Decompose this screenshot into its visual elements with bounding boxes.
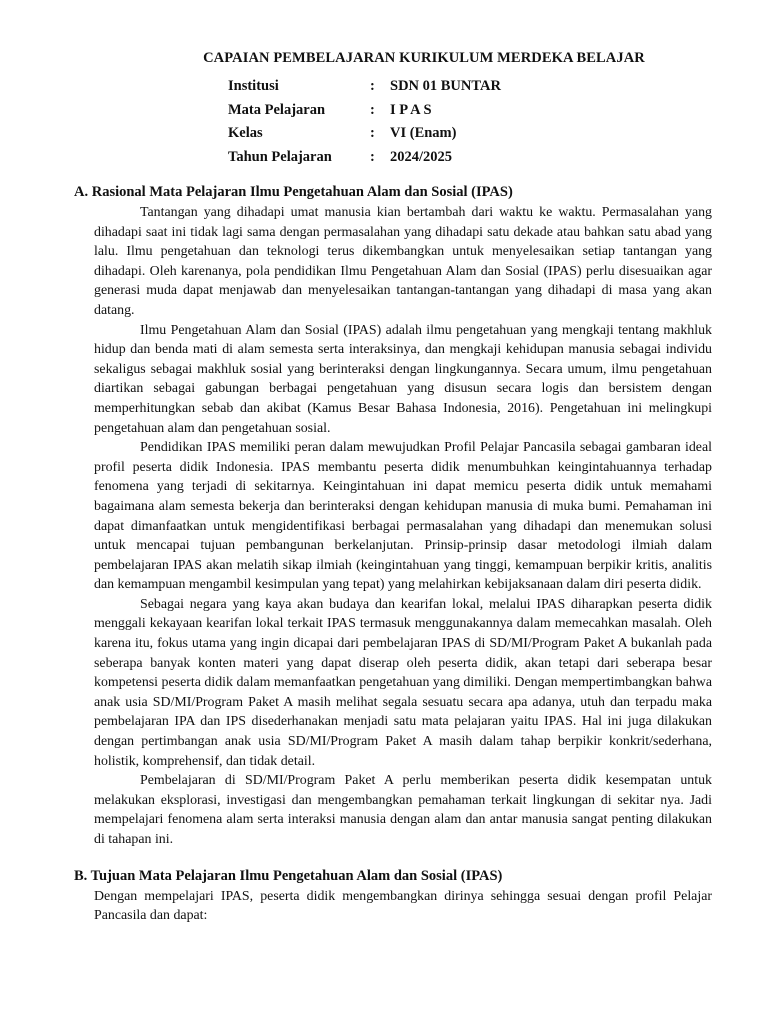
section-a-heading: A. Rasional Mata Pelajaran Ilmu Pengetahuan Alam dan Sosial (IPAS) <box>74 184 513 200</box>
meta-label: Mata Pelajaran <box>228 101 326 118</box>
section-a-paragraph-3: Pendidikan IPAS memiliki peran dalam mewujudkan Profil Pelajar Pancasila sebagai gambaran ideal profil peserta didik Indonesia. IPAS membantu peserta didik menumbuhkan keingintahuannya terhadap fenomena yang terjadi di sekitarnya. Keingintahuan ini dapat memicu peserta didik untuk memahami bagaimana alam semesta bekerja dan berinteraksi dengan kehidupan manusia di muka bumi. Pemahaman ini dapat dimanfaatkan untuk mengidentifikasi berbagai permasalahan yang dihadapi dan menemukan solusi untuk mencapai tujuan pembangunan berkelanjutan. Prinsip-prinsip dasar metodologi ilmiah dalam pembelajaran IPAS akan melatih sikap ilmiah (keingintahuan yang tinggi, kemampuan berpikir kritis, analitis dan kemampuan mengambil kesimpulan yang tepat) yang melahirkan kebijaksanaan dalam diri peserta didik. <box>94 440 712 593</box>
meta-row-institusi <box>228 75 712 99</box>
meta-row-mata-pelajaran <box>228 99 712 123</box>
meta-label: Institusi <box>228 78 279 95</box>
section-a-paragraph-1: Tantangan yang dihadapi umat manusia kian bertambah dari waktu ke waktu. Permasalahan yang dihadapi saat ini tidak lagi sama dengan permasalahan yang dihadapi satu dekade atau bahkan satu abad yang lalu. Ilmu pengetahuan dan teknologi terus dikembangkan untuk menyelesaikan setiap tantangan yang dihadapi. Oleh karenanya, pola pendidikan Ilmu Pengetahuan Alam dan Sosial (IPAS) perlu disesuaikan agar generasi muda dapat menjawab dan menyelesaikan tantangan-tantangan yang dihadapi di masa yang akan datang. <box>94 205 712 318</box>
meta-value: I P A S <box>390 101 432 118</box>
meta-colon: : <box>370 78 375 95</box>
meta-value: VI (Enam) <box>390 125 457 142</box>
meta-value: 2024/2025 <box>390 148 453 165</box>
meta-colon: : <box>370 125 375 142</box>
meta-colon: : <box>370 101 375 118</box>
section-a-paragraph-2: Ilmu Pengetahuan Alam dan Sosial (IPAS) adalah ilmu pengetahuan yang mengkaji tentang makhluk hidup dan benda mati di alam semesta serta interaksinya, dan mengkaji kehidupan manusia sebagai individu sekaligus sebagai makhluk sosial yang berinteraksi dengan lingkungannya. Secara umum, ilmu pengetahuan diartikan sebagai gabungan berbagai pengetahuan yang disusun secara logis dan bersistem dengan memperhitungkan sebab dan akibat (Kamus Besar Bahasa Indonesia, 2016). Pengetahuan ini melingkupi pengetahuan alam dan pengetahuan sosial. <box>94 322 712 436</box>
meta-label: Tahun Pelajaran <box>228 148 332 165</box>
section-a-paragraph-4: Sebagai negara yang kaya akan budaya dan kearifan lokal, melalui IPAS diharapkan peserta didik menggali kekayaan kearifan lokal terkait IPAS termasuk menggunakannya dalam memecahkan masalah. Oleh karena itu, fokus utama yang ingin dicapai dari pembelajaran IPAS di SD/MI/Program Paket A bukanlah pada seberapa banyak konten materi yang dapat diserap oleh peserta didik, akan tetapi dari seberapa besar kompetensi peserta didik dalam memanfaatkan pengetahuan yang dimiliki. Dengan mempertimbangkan bahwa anak usia SD/MI/Program Paket A masih melihat segala sesuatu secara apa adanya, utuh dan terpadu maka pembelajaran IPA dan IPS disederhanakan menjadi satu mata pelajaran yaitu IPAS. Hal ini juga dilakukan dengan pertimbangan anak usia SD/MI/Program Paket A masih dalam tahap berpikir konkrit/sederhana, holistik, komprehensif, dan tidak detail. <box>94 596 712 769</box>
meta-label: Kelas <box>228 125 263 142</box>
section-b-paragraph-1: Dengan mempelajari IPAS, peserta didik mengembangkan dirinya sehingga sesuai dengan profil Pelajar Pancasila dan dapat: <box>94 888 712 924</box>
meta-colon: : <box>370 148 375 165</box>
document-meta <box>228 75 712 169</box>
meta-row-tahun-pelajaran <box>228 146 712 170</box>
section-a-paragraph-5: Pembelajaran di SD/MI/Program Paket A perlu memberikan peserta didik kesempatan untuk melakukan eksplorasi, investigasi dan mengembangkan pemahaman terkait lingkungan di sekitar nya. Jadi mempelajari fenomena alam serta interaksi manusia dengan alam dan antar manusia sangat penting dilakukan di tahapan ini. <box>94 773 712 847</box>
meta-row-kelas <box>228 122 712 146</box>
section-b-heading: B. Tujuan Mata Pelajaran Ilmu Pengetahuan Alam dan Sosial (IPAS) <box>74 867 503 884</box>
document-title: CAPAIAN PEMBELAJARAN KURIKULUM MERDEKA BELAJAR <box>203 50 645 66</box>
meta-value: SDN 01 BUNTAR <box>390 78 501 95</box>
